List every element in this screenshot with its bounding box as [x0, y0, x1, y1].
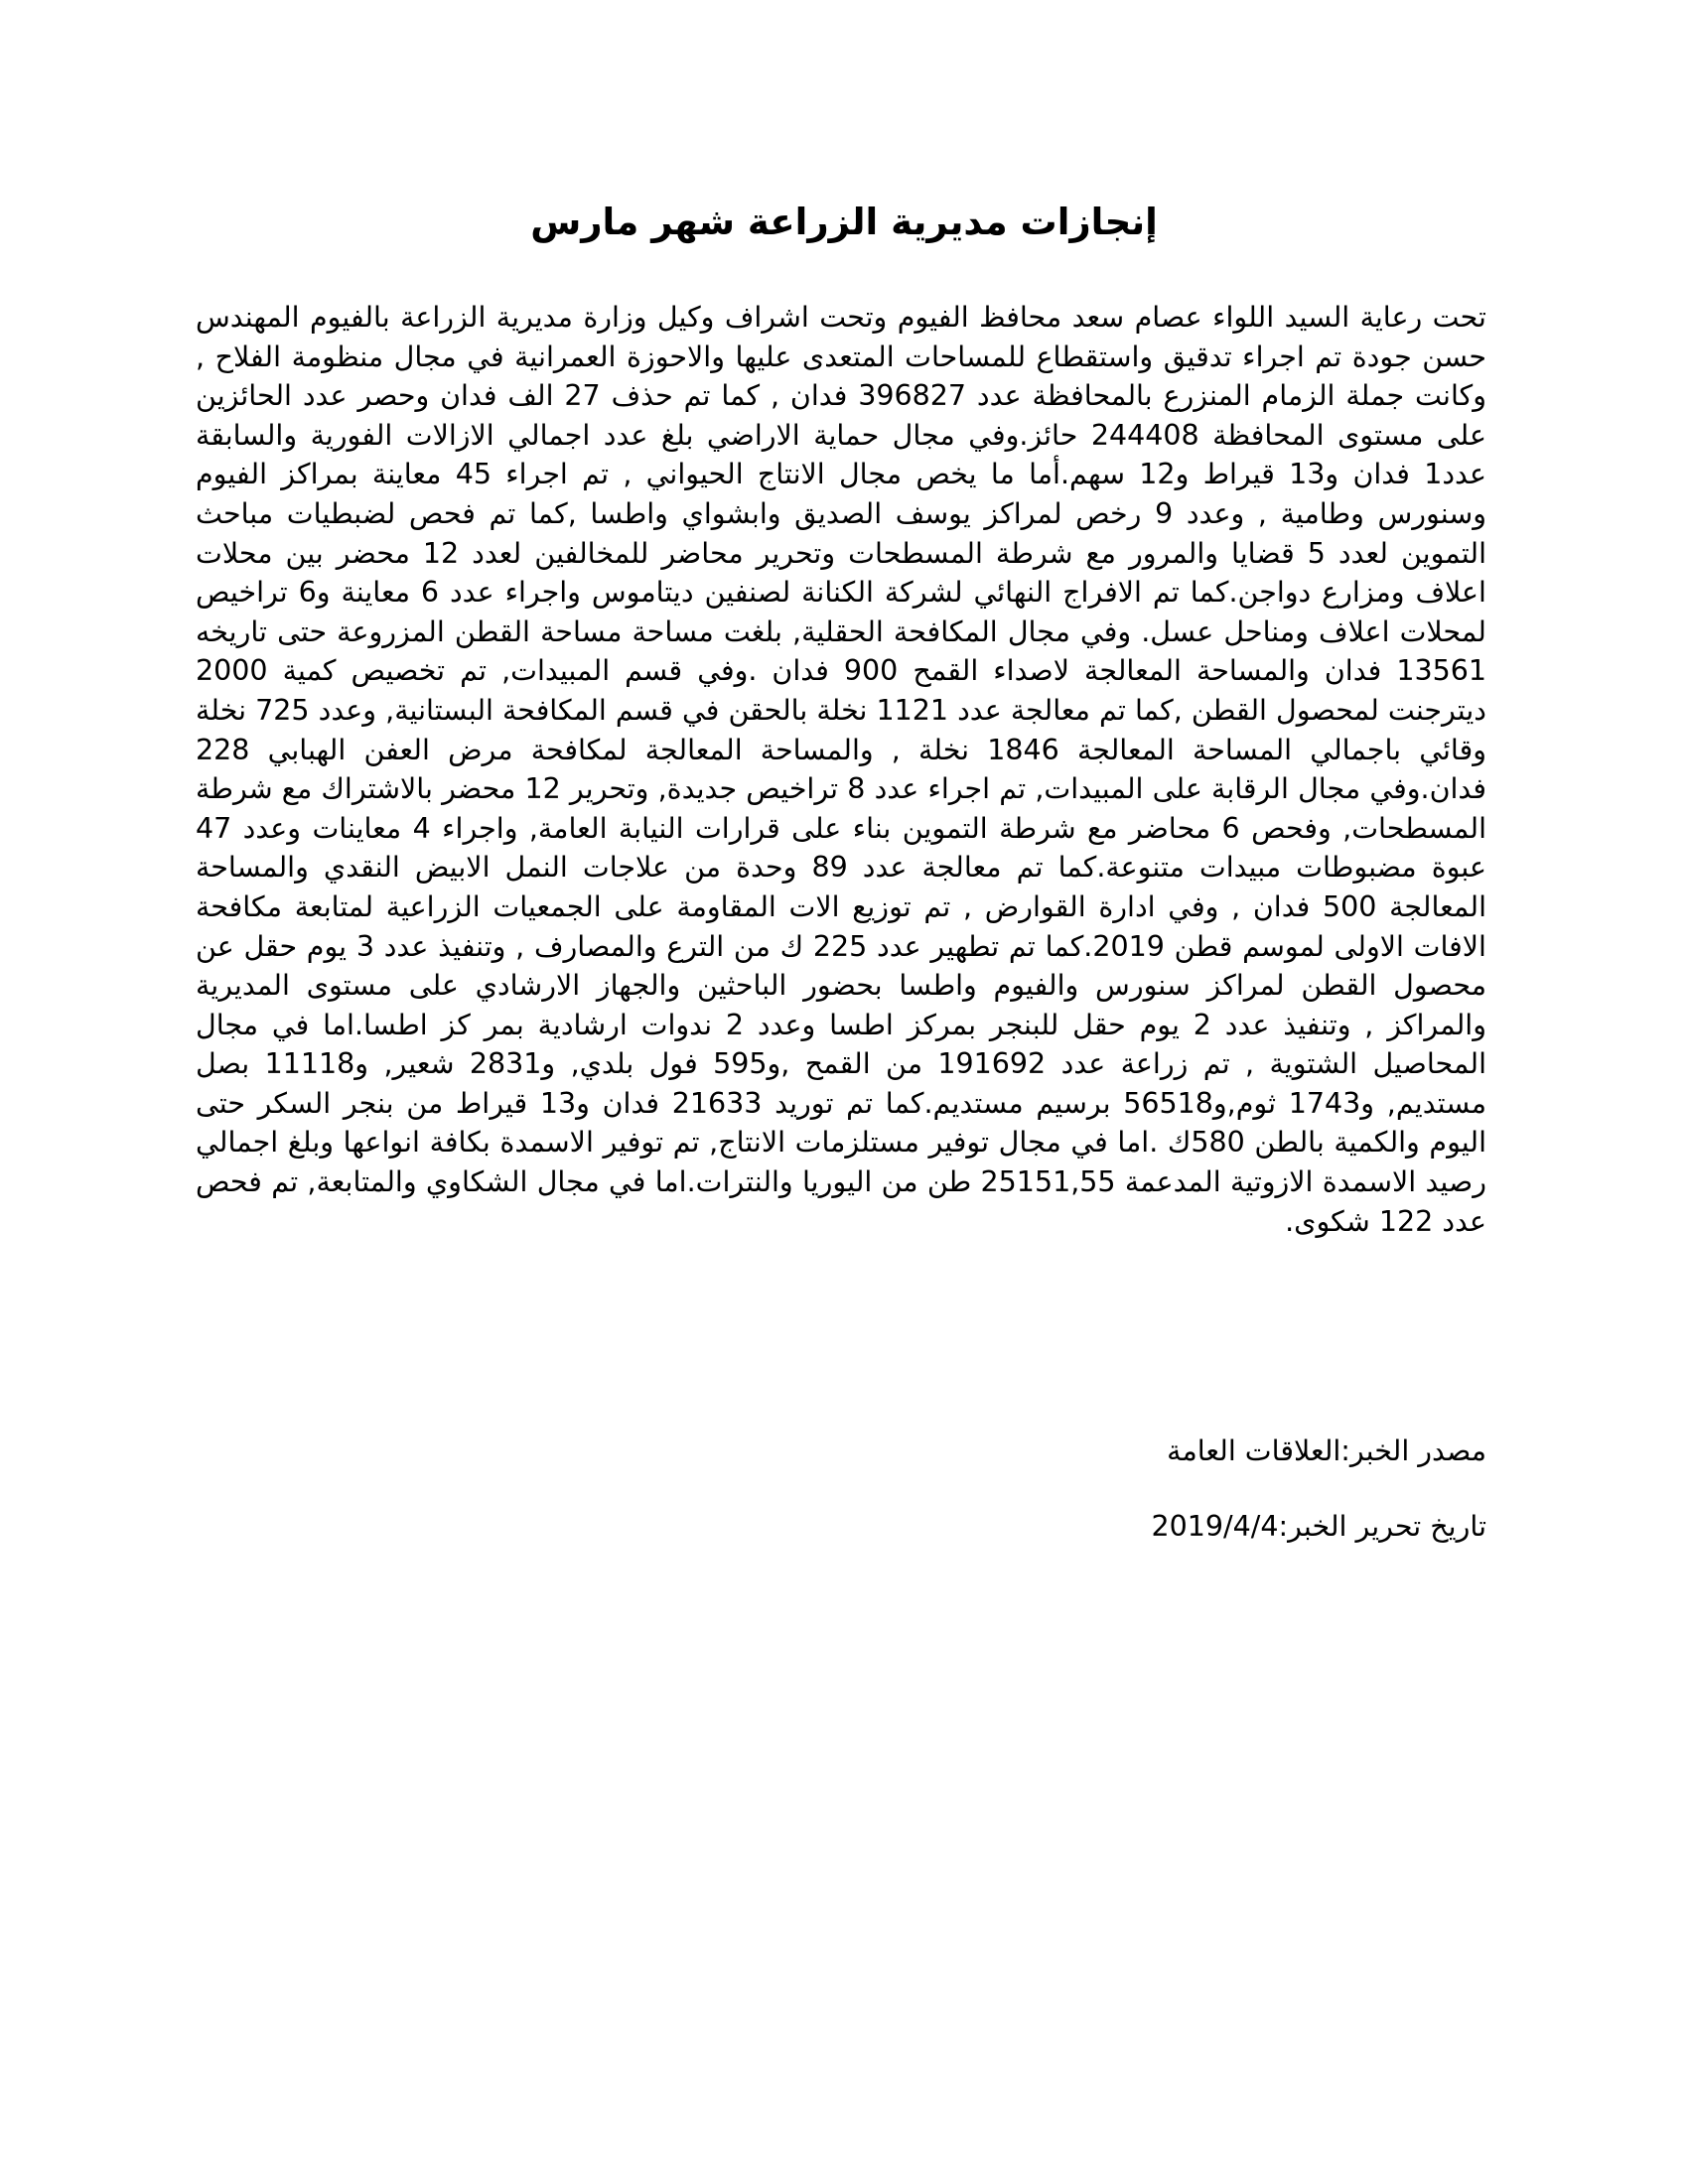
page-title: إنجازات مديرية الزراعة شهر مارس [530, 201, 1158, 243]
news-source-line: مصدر الخبر:العلاقات العامة [1167, 1434, 1486, 1467]
news-date-line: تاريخ تحرير الخبر:2019/4/4 [1151, 1510, 1486, 1543]
news-body-paragraph: تحت رعاية السيد اللواء عصام سعد محافظ الفيوم وتحت اشراف وكيل وزارة مديرية الزراعة بالفيوم المهندس حسن جودة تم اجراء تدقيق واستقطاع للمساحات المتعدى عليها والاحوزة العمرانية في مجال منظومة الفلاح , وكانت جملة الزمام المنزرع بالمحافظة عدد 396827 فدان , كما تم حذف 27 الف فدان وحصر عدد الحائزين على مستوى المحافظة 244408 حائز.وفي مجال حماية الاراضي بلغ عدد اجمالي الازالات الفورية والسابقة عدد1 فدان و13 قيراط و12 سهم.أما ما يخص مجال الانتاج الحيواني , تم اجراء 45 معاينة بمراكز الفيوم وسنورس وطامية , وعدد 9 رخص لمراكز يوسف الصديق وابشواي واطسا ,كما تم فحص لضبطيات مباحث التموين لعدد 5 قضايا والمرور مع شرطة المسطحات وتحرير محاضر للمخالفين لعدد 12 محضر بين محلات اعلاف ومزارع دواجن.كما تم الافراج النهائي لشركة الكنانة لصنفين ديتاموس واجراء عدد 6 معاينة و6 تراخيص لمحلات اعلاف ومناحل عسل. وفي مجال المكافحة الحقلية, بلغت مساحة مساحة القطن المزروعة حتى تاريخه 13561 فدان والمساحة المعالجة لاصداء القمح 900 فدان .وفي قسم المبيدات, تم تخصيص كمية 2000 ديترجنت لمحصول القطن ,كما تم معالجة عدد 1121 نخلة بالحقن في قسم المكافحة البستانية, وعدد 725 نخلة وقائي باجمالي المساحة المعالجة 1846 نخلة , والمساحة المعالجة لمكافحة مرض العفن الهبابي 228 فدان.وفي مجال الرقابة على المبيدات, تم اجراء عدد 8 تراخيص جديدة, وتحرير 12 محضر بالاشتراك مع شرطة المسطحات, وفحص 6 محاضر مع شرطة التموين بناء على قرارات النيابة العامة, واجراء 4 معاينات وعدد 47 عبوة مضبوطات مبيدات متنوعة.كما تم معالجة عدد 89 وحدة من علاجات النمل الابيض النقدي والمساحة المعالجة 500 فدان , وفي ادارة القوارض , تم توزيع الات المقاومة على الجمعيات الزراعية لمتابعة مكافحة الافات الاولى لموسم قطن 2019.كما تم تطهير عدد 225 ك من الترع والمصارف , وتنفيذ عدد 3 يوم حقل عن محصول القطن لمراكز سنورس والفيوم واطسا بحضور الباحثين والجهاز الارشادي على مستوى المديرية والمراكز , وتنفيذ عدد 2 يوم حقل للبنجر بمركز اطسا وعدد 2 ندوات ارشادية بمر كز اطسا.اما في مجال المحاصيل الشتوية , تم زراعة عدد 191692 من القمح ,و595 فول بلدي, و2831 شعير, و11118 بصل مستديم, و1743 ثوم,و56518 برسيم مستديم.كما تم توريد 21633 فدان و13 قيراط من بنجر السكر حتى اليوم والكمية بالطن 580ك .اما في مجال توفير مستلزمات الانتاج, تم توفير الاسمدة بكافة انواعها وبلغ اجمالي رصيد الاسمدة الازوتية المدعمة 25151,55 طن من اليوريا والنترات.اما في مجال الشكاوي والمتابعة, تم فحص عدد 122 شكوى. [196, 301, 1487, 1238]
